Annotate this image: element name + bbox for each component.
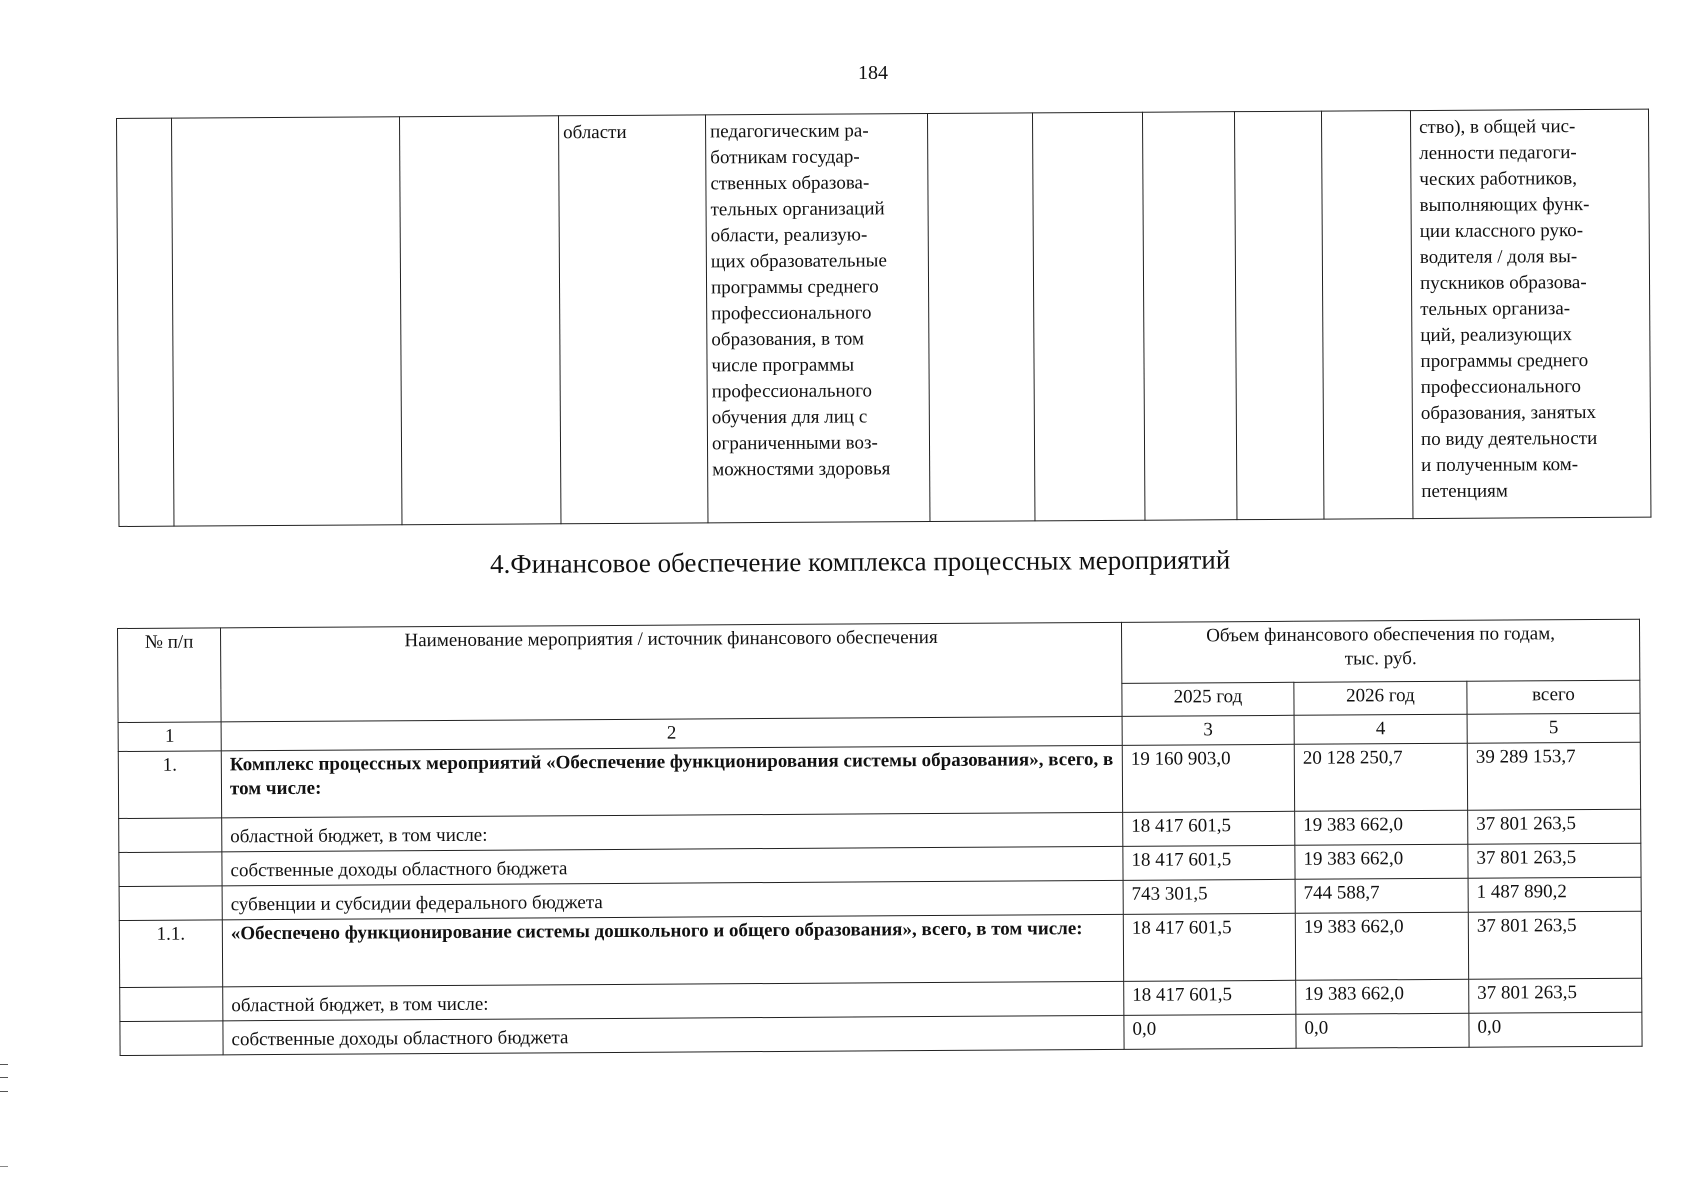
row-value-2025: 19 160 903,0 bbox=[1122, 744, 1294, 812]
row-number: 1.1. bbox=[119, 920, 222, 988]
row-value-2025: 18 417 601,5 bbox=[1123, 845, 1295, 880]
row-value-2026: 19 383 662,0 bbox=[1295, 810, 1468, 845]
row-name: собственные доходы областного бюджета bbox=[223, 1015, 1124, 1055]
text-line: программы среднего bbox=[1420, 350, 1589, 373]
text-line: можностями здоровья bbox=[712, 458, 891, 481]
row-value-2025: 18 417 601,5 bbox=[1123, 913, 1295, 981]
row-name: «Обеспечено функционирование системы дошкольного и общего образования», всего, в том числе: bbox=[222, 914, 1123, 987]
text-line: ческих работников, bbox=[1419, 168, 1577, 191]
row-value-total: 37 801 263,5 bbox=[1468, 911, 1641, 979]
header-total: всего bbox=[1467, 680, 1640, 714]
column-number: 3 bbox=[1122, 715, 1294, 745]
row-value-total: 0,0 bbox=[1469, 1012, 1642, 1047]
row-value-total: 37 801 263,5 bbox=[1469, 978, 1642, 1013]
text-line: щих образовательные bbox=[710, 250, 887, 273]
row-value-2026: 19 383 662,0 bbox=[1296, 979, 1469, 1014]
text-line: ции классного руко- bbox=[1419, 220, 1584, 243]
cell-indicator bbox=[1410, 109, 1650, 518]
header-num: № п/п bbox=[118, 628, 222, 723]
row-number bbox=[119, 852, 222, 887]
text-line: выполняющих функ- bbox=[1419, 194, 1590, 217]
row-name: субвенции и субсидии федерального бюджета bbox=[222, 880, 1123, 920]
text-line: программы среднего bbox=[710, 276, 879, 299]
text-line: ленности педагоги- bbox=[1419, 142, 1577, 165]
text-line: по виду деятельности bbox=[1420, 427, 1598, 451]
row-value-total: 37 801 263,5 bbox=[1468, 843, 1641, 878]
row-value-2026: 19 383 662,0 bbox=[1295, 844, 1468, 879]
row-value-total: 37 801 263,5 bbox=[1468, 809, 1641, 844]
text-line: профессионального bbox=[711, 302, 872, 325]
header-name: Наименование мероприятия / источник финансового обеспечения bbox=[221, 622, 1123, 722]
section-heading: 4.Финансовое обеспечение комплекса процессных мероприятий bbox=[490, 544, 1231, 579]
table-row bbox=[119, 911, 1641, 987]
header-year-2025: 2025 год bbox=[1122, 682, 1294, 716]
text-line: петенциям bbox=[1421, 480, 1508, 503]
text-line: обучения для лиц с bbox=[711, 406, 868, 429]
header-row bbox=[118, 619, 1640, 689]
text-line: тельных организаций bbox=[710, 198, 885, 221]
header-volume bbox=[1121, 619, 1639, 683]
row-name: областной бюджет, в том числе: bbox=[223, 981, 1124, 1021]
cell-empty bbox=[927, 113, 1034, 522]
cell-empty bbox=[172, 117, 402, 526]
cell-empty bbox=[117, 118, 174, 526]
row-number: 1. bbox=[118, 751, 221, 819]
cell-empty bbox=[1234, 111, 1323, 520]
scan-margin-marks bbox=[0, 1064, 8, 1092]
text-line: образования, в том bbox=[711, 328, 865, 351]
row-number bbox=[120, 987, 223, 1022]
text-line: и полученным ком- bbox=[1421, 454, 1579, 477]
page-number: 184 bbox=[858, 62, 888, 84]
row-number bbox=[119, 818, 222, 853]
text-line: ственных образова- bbox=[710, 172, 870, 195]
row-value-2025: 18 417 601,5 bbox=[1123, 811, 1295, 846]
row-value-total: 39 289 153,7 bbox=[1467, 742, 1640, 810]
row-number bbox=[120, 1021, 223, 1056]
column-number: 2 bbox=[221, 716, 1122, 751]
cell-region: области bbox=[558, 115, 707, 524]
cell-empty bbox=[399, 116, 560, 525]
continuation-table bbox=[116, 109, 1651, 527]
text-line: водителя / доля вы- bbox=[1419, 246, 1578, 269]
row-value-2026: 744 588,7 bbox=[1295, 878, 1468, 913]
finance-table bbox=[117, 619, 1643, 1056]
cell-empty bbox=[1321, 111, 1412, 520]
text-line: области, реализую- bbox=[710, 224, 868, 247]
text-line: ограниченными воз- bbox=[711, 432, 878, 455]
header-volume-line2: тыс. руб. bbox=[1344, 648, 1417, 670]
text-line: профессионального bbox=[1420, 376, 1582, 399]
column-number: 5 bbox=[1467, 713, 1640, 743]
scan-corner-mark bbox=[0, 1166, 8, 1167]
row-value-2026: 19 383 662,0 bbox=[1295, 912, 1468, 980]
cell-empty bbox=[1032, 112, 1144, 521]
row-value-2025: 743 301,5 bbox=[1123, 879, 1295, 914]
row-name: собственные доходы областного бюджета bbox=[222, 846, 1123, 886]
column-number: 4 bbox=[1294, 714, 1467, 744]
row-value-2025: 0,0 bbox=[1124, 1014, 1296, 1049]
row-value-total: 1 487 890,2 bbox=[1468, 877, 1641, 912]
row-value-2025: 18 417 601,5 bbox=[1124, 980, 1296, 1015]
cell-empty bbox=[1142, 112, 1236, 521]
text-line: профессионального bbox=[711, 380, 873, 403]
text-line: тельных организа- bbox=[1420, 298, 1571, 321]
cell-description bbox=[705, 114, 929, 523]
table-row bbox=[118, 742, 1640, 818]
column-number: 1 bbox=[118, 722, 221, 752]
header-year-2026: 2026 год bbox=[1294, 681, 1467, 715]
row-number bbox=[119, 886, 222, 921]
row-value-2026: 20 128 250,7 bbox=[1294, 743, 1467, 811]
text-line: ство), в общей чис- bbox=[1419, 116, 1576, 139]
row-value-2026: 0,0 bbox=[1296, 1013, 1469, 1048]
row-name: Комплекс процессных мероприятий «Обеспечение функционирования системы образования», всего, в том числе: bbox=[221, 745, 1122, 818]
text-line: образования, занятых bbox=[1420, 401, 1597, 425]
header-volume-line1: Объем финансового обеспечения по годам, bbox=[1206, 623, 1556, 647]
text-line: числе программы bbox=[711, 354, 855, 377]
row-name: областной бюджет, в том числе: bbox=[222, 812, 1123, 852]
text-line: пускников образова- bbox=[1419, 272, 1587, 295]
text-line: педагогическим ра- bbox=[710, 120, 869, 143]
continuation-row bbox=[117, 109, 1651, 526]
text-line: ций, реализующих bbox=[1420, 324, 1572, 347]
text-line: ботникам государ- bbox=[710, 146, 860, 169]
